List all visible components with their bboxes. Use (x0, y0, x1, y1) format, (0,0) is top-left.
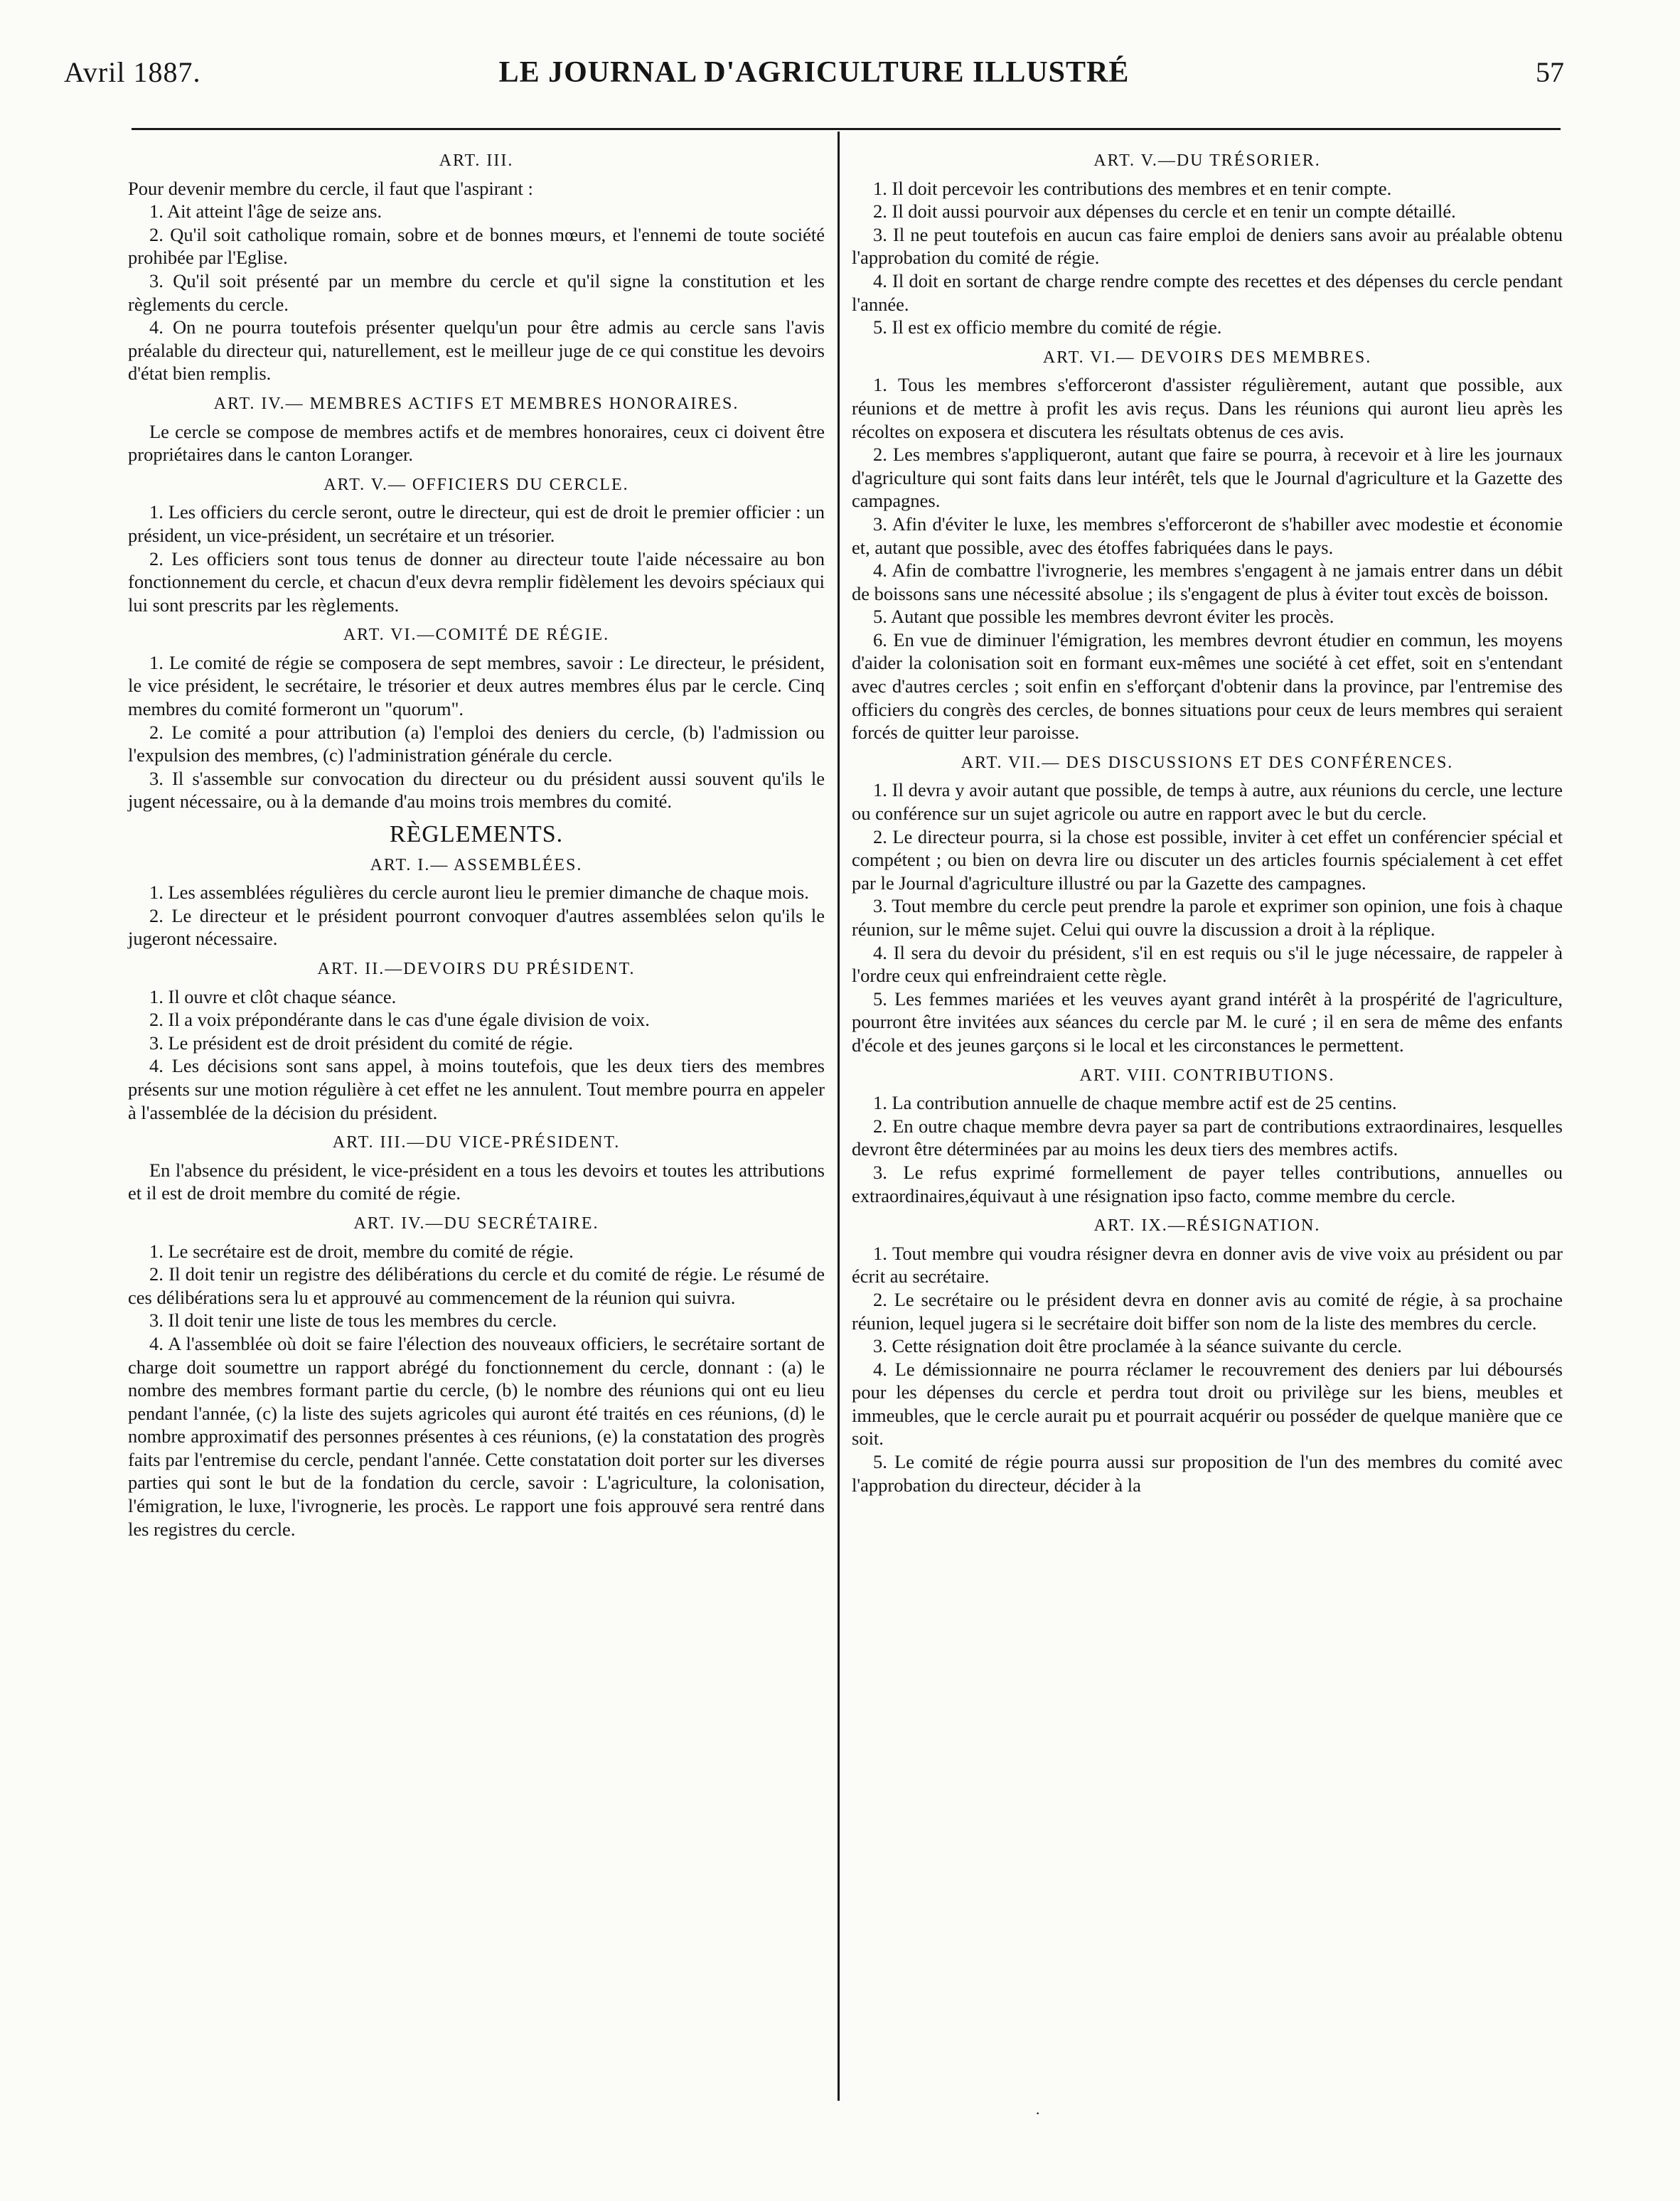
article-paragraph: 1. Ait atteint l'âge de seize ans. (149, 200, 382, 223)
article-paragraph: 4. On ne pourra toutefois présenter quelqu'un pour être admis au cercle sans l'avis préalable du directeur qui, naturellement, est le meilleur juge de ce qui constitue les devoirs d'état bien remplis. (128, 316, 825, 385)
article-paragraph: 1. Les officiers du cercle seront, outre le directeur, qui est de droit le premier officier : un président, un vice-président, un secrétaire et un trésorier. (128, 501, 825, 546)
article-title: ART. IX.—RÉSIGNATION. (1093, 1216, 1321, 1236)
article-title: ART. I.— ASSEMBLÉES. (370, 855, 583, 874)
article-paragraph: 2. Le secrétaire ou le président devra en donner avis au comité de régie, à sa prochaine réunion, lequel jugera si le secrétaire doit biffer son nom de la liste des membres du cercle. (852, 1288, 1563, 1334)
article-paragraph: 3. Afin d'éviter le luxe, les membres s'efforceront de s'habiller avec modestie et économie et, autant que possible, avec des étoffes fabriquées dans le pays. (852, 513, 1563, 558)
article-paragraph: 3. Tout membre du cercle peut prendre la parole et exprimer son opinion, une fois à chaque réunion, sur le même sujet. Celui qui ouvre la discussion a droit à la réplique. (852, 895, 1563, 940)
article-paragraph: 3. Le président est de droit président du comité de régie. (149, 1032, 574, 1054)
article-title: ART. VII.— DES DISCUSSIONS ET DES CONFÉRENCES. (961, 753, 1454, 772)
article-paragraph: 4. Les décisions sont sans appel, à moins toutefois, que les deux tiers des membres présents sur une motion régulière à cet effet ne les annulent. Tout membre pourra en appeler à l'assemblée de la décision du président. (128, 1055, 825, 1123)
article-title: ART. VI.— DEVOIRS DES MEMBRES. (1042, 348, 1372, 367)
article-paragraph: 1. Il ouvre et clôt chaque séance. (149, 985, 397, 1007)
article-paragraph: 1. La contribution annuelle de chaque membre actif est de 25 centins. (873, 1092, 1397, 1114)
article-paragraph: 3. Le refus exprimé formellement de payer telles contributions, annuelles ou extraordinaires,équivaut à une résignation ipso facto, comme membre du cercle. (852, 1161, 1563, 1206)
article-paragraph: 1. Il doit percevoir les contributions des membres et en tenir compte. (873, 177, 1392, 199)
article-paragraph: 4. Le démissionnaire ne pourra réclamer le recouvrement des deniers par lui déboursés pour les dépenses du cercle et perdra tout droit ou privilège sur les biens, meubles et immeubles, que le cercle aurait pu et pourrait acquérir ou posséder de quelque manière que ce soit. (852, 1358, 1563, 1450)
header-rule (132, 128, 1561, 130)
article-paragraph: 1. Le secrétaire est de droit, membre du comité de régie. (149, 1240, 574, 1262)
article-paragraph: 4. Il doit en sortant de charge rendre compte des recettes et des dépenses du cercle pendant l'année. (852, 269, 1563, 315)
article-paragraph: 5. Autant que possible les membres devront éviter les procès. (873, 606, 1334, 628)
article-paragraph: 1. Tout membre qui voudra résigner devra en donner avis de vive voix au président ou par écrit au secrétaire. (852, 1242, 1563, 1287)
column-divider (838, 132, 840, 2101)
article-paragraph: 3. Il s'assemble sur convocation du directeur ou du président aussi souvent qu'ils le jugent nécessaire, ou à la demande d'au moins trois membres du comité. (128, 767, 825, 813)
article-title: ART. IV.— MEMBRES ACTIFS ET MEMBRES HONORAIRES. (213, 394, 739, 413)
article-title: ART. II.—DEVOIRS DU PRÉSIDENT. (317, 960, 636, 978)
article-paragraph: 2. En outre chaque membre devra payer sa part de contributions extraordinaires, lesquelles devront être déterminées par au moins les deux tiers des membres actifs. (852, 1115, 1563, 1160)
article-title: ART. V.—DU TRÉSORIER. (1093, 151, 1321, 170)
article-paragraph: 3. Qu'il soit présenté par un membre du cercle et qu'il signe la constitution et les règlements du cercle. (128, 269, 825, 315)
article-paragraph: 3. Cette résignation doit être proclamée à la séance suivante du cercle. (873, 1335, 1402, 1357)
article-paragraph: 2. Les membres s'appliqueront, autant que faire se pourra, à recevoir et à lire les journaux d'agriculture qui sont faits dans leur intérêt, tels que le Journal d'agriculture et la Gazette des campagnes. (852, 444, 1563, 512)
article-paragraph: Le cercle se compose de membres actifs et de membres honoraires, ceux ci doivent être propriétaires dans le canton Loranger. (128, 420, 825, 466)
footer-mark: · (1035, 2104, 1041, 2122)
article-title: RÈGLEMENTS. (389, 821, 564, 848)
article-paragraph: 2. Les officiers sont tous tenus de donner au directeur toute l'aide nécessaire au bon fonctionnement du cercle, et chacun d'eux devra remplir fidèlement les devoirs spéciaux qui lui sont prescrits par les règlements. (128, 547, 825, 616)
issue-date: Avril 1887. (64, 56, 201, 88)
article-paragraph: Pour devenir membre du cercle, il faut que l'aspirant : (128, 177, 533, 199)
article-paragraph: 2. Le directeur et le président pourront convoquer d'autres assemblées selon qu'ils le jugeront nécessaire. (128, 904, 825, 950)
article-paragraph: 2. Le directeur pourra, si la chose est possible, inviter à cet effet un conférencier spécial et compétent ; ou bien on devra lire ou discuter un des articles fournis spécialement à cet effet par le Journal d'agriculture illustré ou par la Gazette des campagnes. (852, 825, 1563, 894)
article-paragraph: 3. Il doit tenir une liste de tous les membres du cercle. (149, 1310, 557, 1332)
article-paragraph: 4. Il sera du devoir du président, s'il en est requis ou s'il le juge nécessaire, de rappeler à l'ordre ceux qui enfreindraient cette règle. (852, 941, 1563, 987)
article-paragraph: 2. Le comité a pour attribution (a) l'emploi des deniers du cercle, (b) l'admission ou l'expulsion des membres, (c) l'administration générale du cercle. (128, 721, 825, 766)
page-number: 57 (1536, 56, 1564, 88)
article-paragraph: En l'absence du président, le vice-président en a tous les devoirs et toutes les attributions et il est de droit membre du comité de régie. (128, 1159, 825, 1204)
journal-title: LE JOURNAL D'AGRICULTURE ILLUSTRÉ (498, 56, 1130, 89)
article-paragraph: 4. Afin de combattre l'ivrognerie, les membres s'engagent à ne jamais entrer dans un débit de boissons sans une nécessité absolue ; ils s'engagent de plus à éviter tout excès de boisson. (852, 559, 1563, 604)
article-paragraph: 6. En vue de diminuer l'émigration, les membres devront étudier en commun, les moyens d'aider la colonisation soit en formant eux-mêmes une société à cet effet, soit en s'entendant avec d'autres cercles ; soit enfin en s'efforçant d'obtenir dans la province, par l'entremise des officiers du congrès des cercles, de bonnes situations pour ceux de leurs membres qui seraient forcés de quitter leur paroisse. (852, 628, 1563, 744)
article-paragraph: 2. Qu'il soit catholique romain, sobre et de bonnes mœurs, et l'ennemi de toute société prohibée par l'Eglise. (128, 223, 825, 269)
article-paragraph: 1. Les assemblées régulières du cercle auront lieu le premier dimanche de chaque mois. (149, 882, 809, 904)
page-header (64, 55, 1564, 98)
article-paragraph: 1. Tous les membres s'efforceront d'assister régulièrement, autant que possible, aux réunions et de mettre à profit les avis reçus. Dans les réunions qui auront lieu après les récoltes on exposera et discutera les résultats obtenus de ces avis. (852, 374, 1563, 442)
article-paragraph: 5. Le comité de régie pourra aussi sur proposition de l'un des membres du comité avec l'approbation du directeur, décider à la (852, 1451, 1563, 1496)
article-title: ART. IV.—DU SECRÉTAIRE. (353, 1214, 599, 1233)
article-paragraph: 5. Il est ex officio membre du comité de régie. (873, 316, 1222, 338)
article-title: ART. III. (439, 151, 514, 170)
article-paragraph: 1. Il devra y avoir autant que possible, de temps à autre, aux réunions du cercle, une lecture ou conférence sur un sujet agricole ou autre en rapport avec le but du cercle. (852, 779, 1563, 825)
article-title: ART. III.—DU VICE-PRÉSIDENT. (332, 1133, 621, 1152)
article-paragraph: 2. Il doit tenir un registre des délibérations du cercle et du comité de régie. Le résumé de ces délibérations sera lu et approuvé au commencement de la réunion qui suivra. (128, 1263, 825, 1308)
article-paragraph: 2. Il a voix prépondérante dans le cas d'une égale division de voix. (149, 1009, 650, 1031)
article-paragraph: 3. Il ne peut toutefois en aucun cas faire emploi de deniers sans avoir au préalable obtenu l'approbation du comité de régie. (852, 223, 1563, 269)
left-column (128, 142, 825, 1541)
article-paragraph: 2. Il doit aussi pourvoir aux dépenses du cercle et en tenir un compte détaillé. (873, 200, 1456, 223)
article-title: ART. V.— OFFICIERS DU CERCLE. (323, 475, 629, 494)
article-paragraph: 5. Les femmes mariées et les veuves ayant grand intérêt à la prospérité de l'agriculture, pourront être invitées aux séances du cercle par M. le curé ; il en sera de même des enfants d'école et des jeunes garçons si le local et les circonstances le permettent. (852, 987, 1563, 1056)
right-column (852, 142, 1563, 1496)
article-title: ART. VI.—COMITÉ DE RÉGIE. (343, 626, 610, 645)
article-paragraph: 1. Le comité de régie se composera de sept membres, savoir : Le directeur, le président, le vice président, le secrétaire, le trésorier et deux autres membres élus par le cercle. Cinq membres du comité formeront un "quorum". (128, 651, 825, 720)
article-paragraph: 4. A l'assemblée où doit se faire l'élection des nouveaux officiers, le secrétaire sortant de charge doit soumettre un rapport abrégé du fonctionnement du cercle, donnant : (a) le nombre des membres formant partie du cercle, (b) le nombre des réunions qui ont eu lieu pendant l'année, (c) la liste des sujets agricoles qui auront été traités en ces réunions, (d) le nombre approximatif des personnes présentes à ces réunions, (e) la constatation des progrès faits par l'entremise du cercle, pendant l'année. Cette constatation doit porter sur les diverses parties qui sont le but de la fondation du cercle, savoir : L'agriculture, la colonisation, l'émigration, le luxe, l'ivrognerie, les procès. Le rapport une fois approuvé sera rentré dans les registres du cercle. (128, 1332, 825, 1540)
article-title: ART. VIII. CONTRIBUTIONS. (1079, 1066, 1335, 1085)
